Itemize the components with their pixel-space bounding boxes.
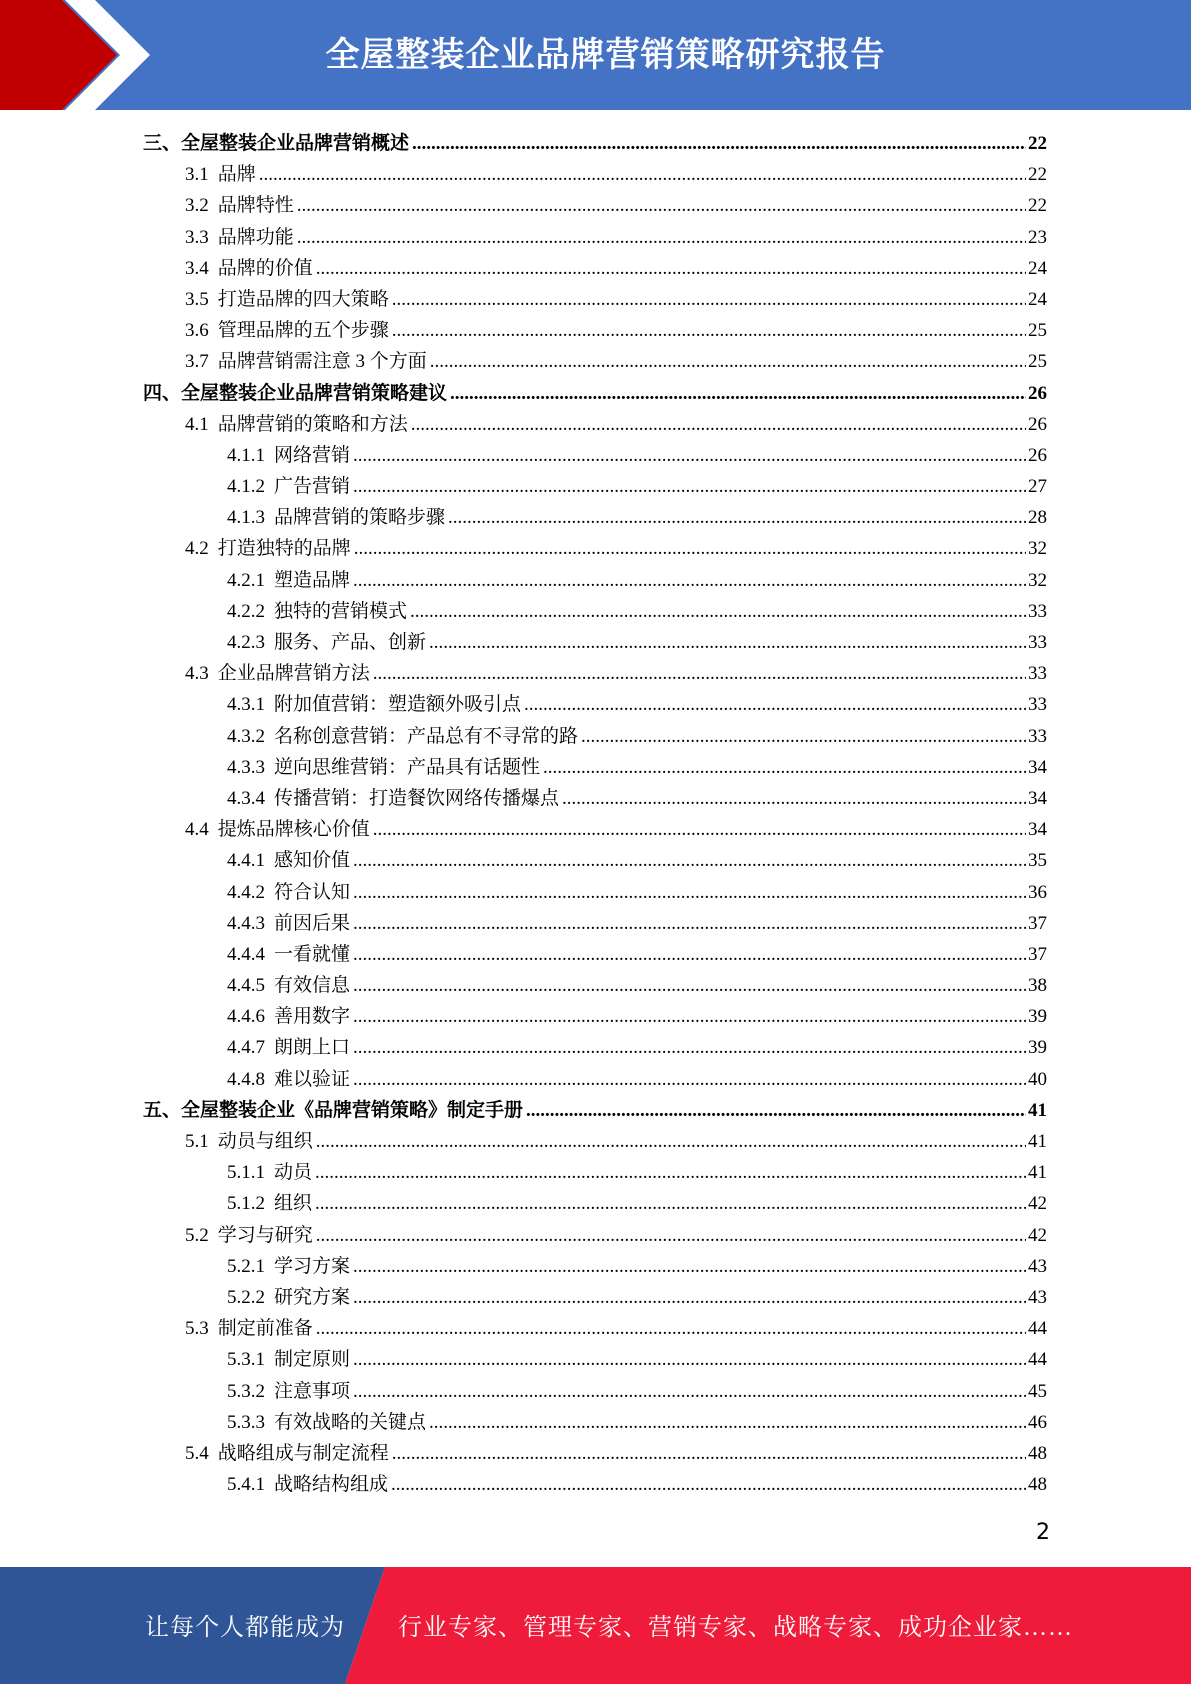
toc-entry[interactable] xyxy=(143,1282,1047,1313)
toc-entry-page: 22 xyxy=(1028,133,1047,154)
toc-entry-page: 33 xyxy=(1028,632,1047,653)
document-title: 全屋整装企业品牌营销策略研究报告 xyxy=(325,35,886,75)
toc-entry-title: 难以验证 xyxy=(274,1068,351,1090)
page-number: 2 xyxy=(1036,1520,1050,1545)
toc-entry[interactable] xyxy=(143,1313,1047,1344)
toc-entry[interactable] xyxy=(143,1032,1047,1063)
toc-entry-page: 23 xyxy=(1028,226,1047,248)
toc-entry-number: 4.3.1 xyxy=(227,694,265,716)
toc-dot-leader xyxy=(353,1344,1026,1375)
toc-entry[interactable] xyxy=(143,159,1047,190)
toc-entry-page: 22 xyxy=(1028,195,1047,217)
toc-entry-title: 品牌的价值 xyxy=(217,257,313,279)
toc-entry-title: 有效信息 xyxy=(274,975,351,997)
toc-entry-page: 42 xyxy=(1028,1193,1047,1215)
table-of-contents xyxy=(143,128,1047,1500)
toc-entry[interactable] xyxy=(143,877,1047,908)
toc-dot-leader xyxy=(353,1064,1026,1095)
toc-entry-title: 管理品牌的五个步骤 xyxy=(217,320,389,342)
toc-entry-title: 战略组成与制定流程 xyxy=(217,1442,389,1464)
toc-entry-number: 4.1.3 xyxy=(227,507,265,529)
toc-dot-leader xyxy=(316,1313,1026,1344)
toc-dot-leader xyxy=(297,222,1026,253)
toc-entry-title: 注意事项 xyxy=(274,1380,351,1402)
toc-dot-leader xyxy=(392,315,1026,346)
page-header xyxy=(0,0,1191,110)
toc-entry[interactable] xyxy=(143,845,1047,876)
toc-entry-number: 4.4.3 xyxy=(227,912,265,934)
toc-entry-title: 逆向思维营销：产品具有话题性 xyxy=(274,756,541,778)
toc-entry-title: 打造品牌的四大策略 xyxy=(217,288,389,310)
toc-entry-number: 4.1.2 xyxy=(227,476,265,498)
toc-entry-page: 41 xyxy=(1028,1099,1047,1121)
toc-dot-leader xyxy=(353,565,1026,596)
toc-entry-title: 品牌 xyxy=(217,164,256,186)
toc-entry-number: 4.4.5 xyxy=(227,975,265,997)
toc-dot-leader xyxy=(353,970,1026,1001)
toc-entry[interactable] xyxy=(143,908,1047,939)
toc-entry-page: 24 xyxy=(1028,257,1047,279)
toc-entry-title: 朗朗上口 xyxy=(274,1037,351,1059)
toc-entry-title: 网络营销 xyxy=(274,444,351,466)
toc-entry-page: 36 xyxy=(1028,881,1047,903)
toc-dot-leader xyxy=(429,1407,1026,1438)
toc-entry-title: 传播营销：打造餐饮网络传播爆点 xyxy=(274,787,560,809)
toc-entry[interactable] xyxy=(143,1064,1047,1095)
toc-dot-leader xyxy=(373,658,1026,689)
toc-entry-number: 4.4.4 xyxy=(227,943,265,965)
toc-entry-number: 5.3.1 xyxy=(227,1349,265,1371)
toc-entry-title: 打造独特的品牌 xyxy=(217,538,351,560)
toc-entry-page: 34 xyxy=(1028,756,1047,778)
toc-entry[interactable] xyxy=(143,1220,1047,1251)
toc-entry[interactable] xyxy=(143,689,1047,720)
toc-dot-leader xyxy=(353,1001,1026,1032)
toc-entry-page: 34 xyxy=(1028,787,1047,809)
toc-entry[interactable] xyxy=(143,721,1047,752)
toc-entry-page: 43 xyxy=(1028,1286,1047,1308)
toc-entry-title: 品牌功能 xyxy=(217,226,294,248)
toc-dot-leader xyxy=(353,939,1026,970)
toc-entry-page: 26 xyxy=(1028,413,1047,435)
toc-entry[interactable] xyxy=(143,1126,1047,1157)
toc-entry-number: 5.1.1 xyxy=(227,1162,265,1184)
toc-entry[interactable] xyxy=(143,752,1047,783)
toc-entry[interactable] xyxy=(143,1251,1047,1282)
toc-entry[interactable] xyxy=(143,1376,1047,1407)
toc-entry-title: 学习与研究 xyxy=(217,1224,313,1246)
toc-entry-page: 33 xyxy=(1028,600,1047,622)
toc-entry-page: 44 xyxy=(1028,1349,1047,1371)
toc-entry-page: 35 xyxy=(1028,850,1047,872)
toc-dot-leader xyxy=(543,752,1026,783)
toc-entry-page: 33 xyxy=(1028,725,1047,747)
toc-entry[interactable] xyxy=(143,1188,1047,1219)
toc-entry-title: 塑造品牌 xyxy=(274,569,351,591)
toc-entry-number: 3.5 xyxy=(185,288,209,310)
toc-entry-page: 48 xyxy=(1028,1442,1047,1464)
toc-entry-title: 战略结构组成 xyxy=(274,1474,389,1496)
toc-entry-number: 4.3.4 xyxy=(227,787,265,809)
toc-entry-number: 5.1 xyxy=(185,1131,209,1152)
toc-entry-title: 品牌营销的策略和方法 xyxy=(217,413,408,435)
toc-entry-number: 三、 xyxy=(143,133,182,154)
footer-slogan-left: 让每个人都能成为 xyxy=(145,1615,345,1641)
toc-entry-title: 独特的营销模式 xyxy=(274,600,408,622)
toc-dot-leader xyxy=(411,409,1026,440)
toc-entry-number: 4.1.1 xyxy=(227,444,265,466)
toc-entry-number: 五、 xyxy=(143,1099,182,1121)
toc-entry-title: 制定原则 xyxy=(274,1349,351,1371)
toc-entry-page: 37 xyxy=(1028,943,1047,965)
toc-dot-leader xyxy=(353,440,1026,471)
toc-entry-number: 3.3 xyxy=(185,226,209,248)
toc-entry-page: 22 xyxy=(1028,164,1047,186)
toc-entry[interactable] xyxy=(143,1344,1047,1375)
footer-slogan-right: 行业专家、管理专家、营销专家、战略专家、成功企业家…… xyxy=(398,1615,1073,1641)
toc-entry-page: 39 xyxy=(1028,1037,1047,1059)
toc-entry-page: 41 xyxy=(1028,1162,1047,1184)
toc-entry[interactable] xyxy=(143,627,1047,658)
toc-entry-page: 44 xyxy=(1028,1318,1047,1340)
toc-entry-page: 25 xyxy=(1028,320,1047,342)
toc-entry-number: 4.3 xyxy=(185,663,209,685)
toc-entry-page: 28 xyxy=(1028,507,1047,529)
toc-dot-leader xyxy=(259,159,1026,190)
toc-entry-title: 感知价值 xyxy=(274,850,351,872)
toc-entry-title: 品牌特性 xyxy=(217,195,294,217)
toc-dot-leader xyxy=(391,1469,1026,1500)
toc-entry-number: 5.4.1 xyxy=(227,1474,265,1496)
toc-entry-title: 动员 xyxy=(274,1162,313,1184)
toc-entry-title: 提炼品牌核心价值 xyxy=(217,819,370,841)
toc-entry-title: 企业品牌营销方法 xyxy=(217,663,370,685)
page-footer xyxy=(0,1567,1191,1684)
toc-entry-title: 研究方案 xyxy=(274,1286,351,1308)
toc-entry[interactable] xyxy=(143,970,1047,1001)
toc-dot-leader xyxy=(392,284,1026,315)
toc-entry-number: 4.2.1 xyxy=(227,569,265,591)
toc-entry-number: 3.7 xyxy=(185,351,209,373)
toc-dot-leader xyxy=(353,845,1026,876)
toc-entry-number: 4.3.2 xyxy=(227,725,265,747)
toc-entry[interactable] xyxy=(143,565,1047,596)
toc-entry-page: 32 xyxy=(1028,538,1047,560)
toc-entry[interactable] xyxy=(143,1469,1047,1500)
toc-entry-page: 48 xyxy=(1028,1474,1047,1496)
toc-entry[interactable] xyxy=(143,1438,1047,1469)
toc-dot-leader xyxy=(353,1282,1026,1313)
toc-entry-page: 24 xyxy=(1028,288,1047,310)
toc-entry[interactable] xyxy=(143,346,1047,377)
toc-entry-page: 26 xyxy=(1028,444,1047,466)
toc-entry-number: 4.4.2 xyxy=(227,881,265,903)
toc-entry-title: 服务、产品、创新 xyxy=(274,632,427,653)
toc-entry[interactable] xyxy=(143,939,1047,970)
toc-entry-title: 品牌营销的策略步骤 xyxy=(274,507,446,529)
toc-dot-leader xyxy=(353,908,1026,939)
toc-entry-title: 广告营销 xyxy=(274,476,351,498)
toc-entry-number: 4.2.3 xyxy=(227,632,265,653)
toc-dot-leader xyxy=(354,533,1026,564)
toc-entry-number: 5.1.2 xyxy=(227,1193,265,1215)
toc-entry-number: 5.2.1 xyxy=(227,1255,265,1277)
toc-dot-leader xyxy=(353,877,1026,908)
toc-dot-leader xyxy=(450,378,1026,409)
toc-entry-number: 4.4.6 xyxy=(227,1006,265,1028)
toc-dot-leader xyxy=(316,253,1026,284)
toc-entry-number: 5.2 xyxy=(185,1224,209,1246)
toc-entry-page: 41 xyxy=(1028,1131,1047,1152)
toc-entry-page: 37 xyxy=(1028,912,1047,934)
toc-entry-page: 27 xyxy=(1028,476,1047,498)
toc-entry[interactable] xyxy=(143,253,1047,284)
toc-entry-title: 一看就懂 xyxy=(274,943,351,965)
toc-entry[interactable] xyxy=(143,409,1047,440)
toc-entry-title: 动员与组织 xyxy=(217,1131,313,1152)
toc-dot-leader xyxy=(373,814,1026,845)
toc-dot-leader xyxy=(297,190,1026,221)
toc-entry-number: 4.4.8 xyxy=(227,1068,265,1090)
toc-entry[interactable] xyxy=(143,596,1047,627)
toc-entry-number: 4.4.7 xyxy=(227,1037,265,1059)
toc-entry-page: 25 xyxy=(1028,351,1047,373)
toc-entry-number: 4.2 xyxy=(185,538,209,560)
toc-dot-leader xyxy=(316,1220,1026,1251)
toc-entry-number: 5.3 xyxy=(185,1318,209,1340)
toc-entry[interactable] xyxy=(143,1407,1047,1438)
toc-entry[interactable] xyxy=(143,190,1047,221)
toc-entry-number: 3.1 xyxy=(185,164,209,186)
toc-entry[interactable] xyxy=(143,814,1047,845)
toc-dot-leader xyxy=(353,471,1026,502)
toc-dot-leader xyxy=(315,1157,1026,1188)
toc-dot-leader xyxy=(562,783,1026,814)
toc-entry[interactable] xyxy=(143,783,1047,814)
toc-dot-leader xyxy=(448,502,1026,533)
toc-entry[interactable] xyxy=(143,440,1047,471)
toc-entry-number: 3.6 xyxy=(185,320,209,342)
toc-entry-title: 全屋整装企业品牌营销策略建议 xyxy=(181,382,448,404)
toc-entry-title: 组织 xyxy=(274,1193,313,1215)
toc-dot-leader xyxy=(526,1095,1026,1126)
toc-entry-number: 5.4 xyxy=(185,1442,209,1464)
toc-entry[interactable] xyxy=(143,128,1047,159)
toc-entry-number: 3.2 xyxy=(185,195,209,217)
toc-entry-title: 品牌营销需注意 3 个方面 xyxy=(217,351,427,373)
toc-entry-page: 26 xyxy=(1028,382,1047,404)
toc-dot-leader xyxy=(581,721,1026,752)
toc-entry-number: 4.4.1 xyxy=(227,850,265,872)
toc-entry-number: 4.3.3 xyxy=(227,756,265,778)
toc-dot-leader xyxy=(353,1251,1026,1282)
toc-dot-leader xyxy=(524,689,1026,720)
toc-entry-number: 5.2.2 xyxy=(227,1286,265,1308)
toc-entry-number: 4.4 xyxy=(185,819,209,841)
toc-dot-leader xyxy=(315,1188,1026,1219)
toc-entry[interactable] xyxy=(143,1001,1047,1032)
toc-entry-title: 制定前准备 xyxy=(217,1318,313,1340)
toc-entry-title: 全屋整装企业《品牌营销策略》制定手册 xyxy=(181,1099,524,1121)
toc-entry-page: 40 xyxy=(1028,1068,1047,1090)
toc-dot-leader xyxy=(353,1376,1026,1407)
toc-entry[interactable] xyxy=(143,315,1047,346)
toc-entry[interactable] xyxy=(143,471,1047,502)
toc-entry-page: 32 xyxy=(1028,569,1047,591)
toc-entry-number: 四、 xyxy=(143,382,182,404)
toc-dot-leader xyxy=(410,596,1026,627)
toc-entry-number: 3.4 xyxy=(185,257,209,279)
toc-dot-leader xyxy=(316,1126,1026,1157)
toc-entry[interactable] xyxy=(143,533,1047,564)
toc-entry-page: 38 xyxy=(1028,975,1047,997)
toc-entry-page: 39 xyxy=(1028,1006,1047,1028)
toc-entry-title: 学习方案 xyxy=(274,1255,351,1277)
toc-dot-leader xyxy=(353,1032,1026,1063)
toc-entry-title: 全屋整装企业品牌营销概述 xyxy=(181,133,410,154)
toc-entry-title: 前因后果 xyxy=(274,912,351,934)
toc-dot-leader xyxy=(430,346,1026,377)
toc-dot-leader xyxy=(392,1438,1026,1469)
toc-dot-leader xyxy=(412,128,1026,159)
toc-entry[interactable] xyxy=(143,378,1047,409)
toc-entry-title: 名称创意营销：产品总有不寻常的路 xyxy=(274,725,579,747)
toc-entry[interactable] xyxy=(143,658,1047,689)
toc-entry-number: 5.3.2 xyxy=(227,1380,265,1402)
toc-entry-number: 4.1 xyxy=(185,413,209,435)
toc-dot-leader xyxy=(429,627,1026,658)
toc-entry-page: 34 xyxy=(1028,819,1047,841)
toc-entry[interactable] xyxy=(143,502,1047,533)
toc-entry-title: 善用数字 xyxy=(274,1006,351,1028)
toc-entry-number: 5.3.3 xyxy=(227,1411,265,1433)
toc-entry[interactable] xyxy=(143,284,1047,315)
toc-entry-page: 45 xyxy=(1028,1380,1047,1402)
toc-entry-page: 33 xyxy=(1028,663,1047,685)
toc-entry-title: 有效战略的关键点 xyxy=(274,1411,427,1433)
toc-entry-title: 符合认知 xyxy=(274,881,351,903)
toc-entry-page: 46 xyxy=(1028,1411,1047,1433)
toc-entry[interactable] xyxy=(143,1157,1047,1188)
toc-entry-title: 附加值营销：塑造额外吸引点 xyxy=(274,694,522,716)
toc-entry[interactable] xyxy=(143,222,1047,253)
toc-entry-page: 43 xyxy=(1028,1255,1047,1277)
toc-entry-number: 4.2.2 xyxy=(227,600,265,622)
toc-entry-page: 33 xyxy=(1028,694,1047,716)
toc-entry[interactable] xyxy=(143,1095,1047,1126)
toc-entry-page: 42 xyxy=(1028,1224,1047,1246)
